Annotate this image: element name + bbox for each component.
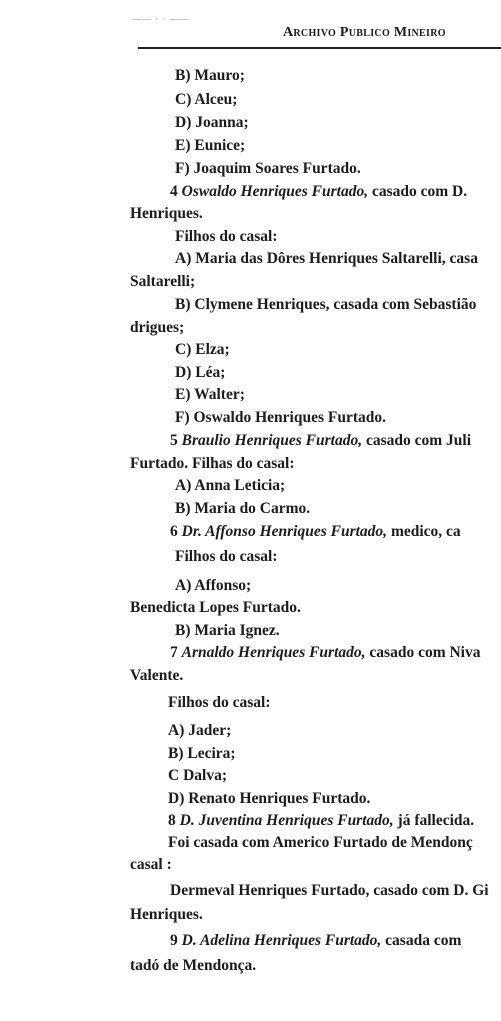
running-head: Archivo Publico Mineiro [283,25,446,40]
text-line: E) Eunice; [175,137,246,154]
text-line: B) Lecira; [168,745,236,762]
text-line: 4 Oswaldo Henriques Furtado, casado com D. [170,183,468,200]
text-line: A) Affonso; [175,577,252,594]
text-line: D) Joanna; [175,114,249,131]
text-line: D) Léa; [175,364,226,381]
text-line: C) Alceu; [175,91,238,108]
text-line: Dermeval Henriques Furtado, casado com D. Gi [170,882,489,899]
text-line: B) Maria do Carmo. [175,500,311,517]
text-line: 8 D. Juventina Henriques Furtado, já fallecida. [168,812,475,829]
text-line: casal : [130,856,172,873]
text-line: B) Mauro; [175,67,245,84]
text-line: Henriques. [130,205,203,222]
text-line: Benedicta Lopes Furtado. [130,599,301,616]
text-line: A) Jader; [168,722,232,739]
text-line: 7 Arnaldo Henriques Furtado, casado com Niva [170,644,481,661]
text-line: B) Clymene Henriques, casada com Sebastião [175,296,477,313]
text-line: Saltarelli; [130,273,196,290]
text-line: Foi casada com Americo Furtado de Mendonç [168,834,473,851]
text-line: Furtado. Filhas do casal: [130,455,295,472]
text-line: tadó de Mendonça. [130,957,257,974]
text-line: F) Oswaldo Henriques Furtado. [175,409,386,426]
text-line: Filhos do casal: [168,694,271,711]
text-line: 5 Braulio Henriques Furtado, casado com Juli [170,432,472,449]
text-line: E) Walter; [175,386,245,403]
text-line: Henriques. [130,906,203,923]
text-line: 9 D. Adelina Henriques Furtado, casada com [170,932,462,949]
page-marks: —— · · —— [132,14,190,24]
text-line: Filhos do casal: [175,548,278,565]
header-rule [138,47,501,49]
text-line: C) Elza; [175,341,230,358]
text-line: 6 Dr. Affonso Henriques Furtado, medico, ca [170,523,461,540]
text-line: C Dalva; [168,767,227,784]
text-line: Filhos do casal: [175,228,278,245]
text-line: A) Maria das Dôres Henriques Saltarelli, casa [175,250,478,267]
text-line: A) Anna Leticia; [175,477,286,494]
text-line: F) Joaquim Soares Furtado. [175,160,361,177]
text-line: drigues; [130,319,185,336]
text-line: Valente. [130,667,184,684]
text-line: B) Maria Ignez. [175,622,280,639]
text-line: D) Renato Henriques Furtado. [168,790,371,807]
